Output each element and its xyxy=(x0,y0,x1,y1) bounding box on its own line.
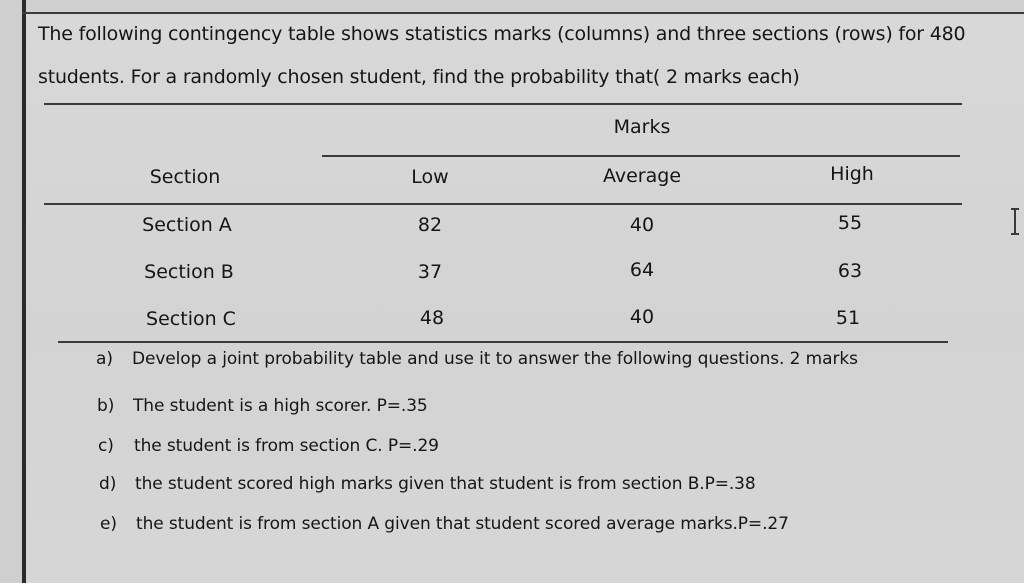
table-top-rule xyxy=(44,103,962,105)
cell-b-low: 37 xyxy=(417,261,443,283)
question-b xyxy=(97,396,428,416)
question-c-text: the student is from section C. P=.29 xyxy=(134,436,439,456)
cell-a-average: 40 xyxy=(629,214,655,236)
cell-c-high: 51 xyxy=(835,307,861,329)
question-d xyxy=(99,474,756,494)
question-a-text: Develop a joint probability table and use it to answer the following questions. 2 marks xyxy=(132,349,858,369)
page-left-border xyxy=(22,0,26,583)
column-header-low: Low xyxy=(411,166,449,188)
table-bottom-rule xyxy=(58,341,948,343)
cell-c-low: 48 xyxy=(419,307,445,329)
question-a xyxy=(96,349,858,369)
marks-header-rule xyxy=(322,155,960,157)
text-cursor-icon xyxy=(1014,208,1016,235)
column-header-high: High xyxy=(830,163,874,185)
intro-line-1: The following contingency table shows statistics marks (columns) and three sections (rows) for 480 xyxy=(38,23,966,45)
row-label-section-a: Section A xyxy=(142,214,232,236)
question-b-text: The student is a high scorer. P=.35 xyxy=(133,396,428,416)
column-header-average: Average xyxy=(602,165,682,187)
section-column-header: Section xyxy=(149,166,221,188)
header-bottom-rule xyxy=(44,203,962,205)
cell-a-high: 55 xyxy=(837,212,863,234)
cell-a-low: 82 xyxy=(417,214,443,236)
question-c xyxy=(98,436,439,456)
row-label-section-b: Section B xyxy=(144,261,234,283)
cell-b-average: 64 xyxy=(629,259,655,281)
page-top-border xyxy=(22,12,1024,14)
intro-line-2: students. For a randomly chosen student, find the probability that( 2 marks each) xyxy=(38,66,800,88)
question-d-letter: d) xyxy=(99,474,117,494)
cell-c-average: 40 xyxy=(629,306,655,328)
cell-b-high: 63 xyxy=(837,260,863,282)
question-e-letter: e) xyxy=(100,514,117,534)
question-c-letter: c) xyxy=(98,436,114,456)
marks-group-header: Marks xyxy=(613,116,671,138)
question-a-letter: a) xyxy=(96,349,113,369)
row-label-section-c: Section C xyxy=(146,308,236,330)
question-d-text: the student scored high marks given that student is from section B.P=.38 xyxy=(135,474,756,494)
document-page xyxy=(26,14,1024,583)
question-e-text: the student is from section A given that student scored average marks.P=.27 xyxy=(136,514,789,534)
question-b-letter: b) xyxy=(97,396,115,416)
question-e xyxy=(100,514,789,534)
